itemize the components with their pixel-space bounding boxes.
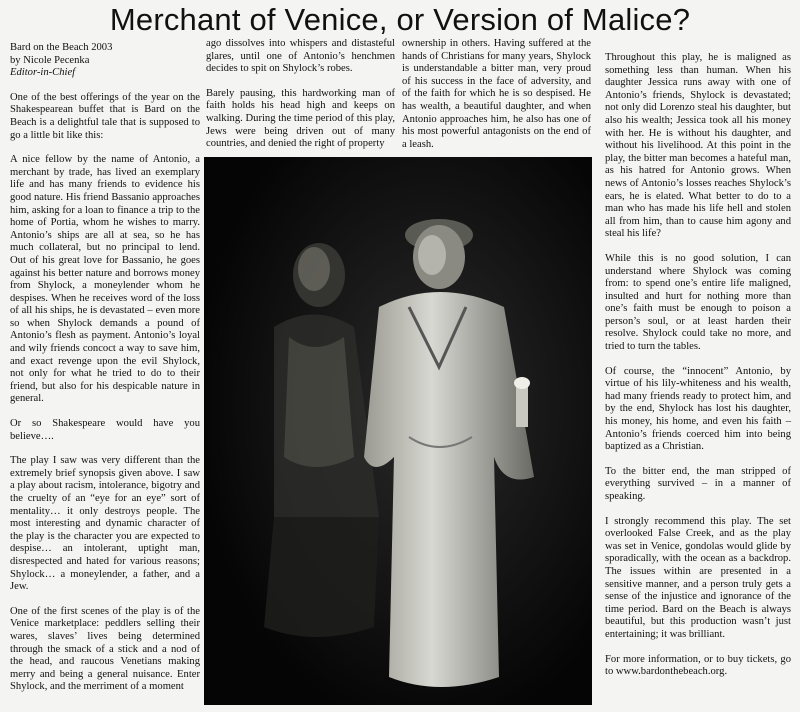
paragraph: I strongly recommend this play. The set overlooked False Creek, and as the play was set in Venice, gondolas would glide by sporadically, with the ocean as a backdrop. The issues within are presented in a sensitive manner, and a person truly gets a sense of the injustice and ignorance of the time period. Bard on the Beach is always beautiful, but this production wasn’t just entertaining; it was brilliant. <box>605 515 791 640</box>
paragraph: A nice fellow by the name of Antonio, a merchant by trade, has lived an exemplary life and has many friends to evidence his good nature. His friend Bassanio approaches him, asking for a loan to finance a trip to the home of Portia, whom he wishes to marry. Antonio’s ships are all at sea, so he has much collateral, but no principal to lend. Out of his great love for Bassanio, he goes against his better nature and borrows money from Shylock, a moneylender whom he despises. When he receives word of the loss of all his ships, he is devastated – even more so when Shylock demands a pound of Antonio’s flesh as payment. Antonio’s loyal and wily friends concoct a way to save him, and exact revenge upon the evil Shylock, not only for what he tried to do to their friend, but also for his despicable nature in general. <box>10 154 200 405</box>
paragraph: For more information, or to buy tickets, go to www.bardonthebeach.org. <box>605 653 791 678</box>
paragraph: The play I saw was very different than the extremely brief synopsis given above. I saw a play about racism, intolerance, bigotry and the cruelty of an “eye for an eye” sort of mentality… it only destroys people. The most interesting and dynamic character of the play is the character you are expected to despise… an intolerant, uptight man, disrespected and hated for various reasons; Shylock… a moneylender, a father, and a Jew. <box>10 455 200 593</box>
article-title: Merchant of Venice, or Version of Malice? <box>109 2 691 37</box>
column-4 <box>605 52 791 691</box>
byline-role: Editor-in-Chief <box>10 67 76 79</box>
paragraph: Of course, the “innocent” Antonio, by virtue of his lily-whiteness and his wealth, had many friends ready to protect him, and by the end, Shylock has lost his daughter, his money, his home, and even his faith – Antonio’s friends coerced him into being baptized as a Christian. <box>605 365 791 453</box>
paragraph: Throughout this play, he is maligned as something less than human. When his daughter Jessica runs away with one of Antonio’s friends, Shylock is devastated; not only did Lorenzo steal his daughter, but also his wealth; Jessica took all his money with her. He is without his daughter, and without his livelihood. At this point in the play, the bitter man becomes a hateful man, as his hatred for Antonio grows. When news of Antonio’s losses reaches Shylock’s ears, he is elated. What better to do to a man who has made his life hell and stolen all from him, than to cause him agony and steal his life? <box>605 52 791 240</box>
paragraph: One of the first scenes of the play is of the Venice marketplace: peddlers selling their wares, slaves’ lives being determined through the smack of a stick and a nod of the head, and raucous Venetians making merry and being a general nuisance. Enter Shylock, and the merriment of a moment <box>10 605 200 693</box>
paragraph: ownership in others. Having suffered at the hands of Christians for many years, Shylock is understandable a bitter man, very proud of his success in the face of adversity, and of the faith for which he is so despised. He has wealth, a beautiful daughter, and when Antonio approaches him, he also has one of his most powerful antagonists on the end of a leash. <box>402 38 591 150</box>
paragraph: ago dissolves into whispers and distasteful glares, until one of Antonio’s henchmen decides to spit on Shylock’s robes. <box>206 38 395 75</box>
byline-author: by Nicole Pecenka <box>10 54 90 66</box>
paragraph: To the bitter end, the man stripped of everything survived – in a manner of speaking. <box>605 465 791 502</box>
column-2 <box>206 38 395 163</box>
column-3 <box>402 38 591 163</box>
column-1 <box>10 42 200 706</box>
byline <box>10 42 200 80</box>
paragraph: One of the best offerings of the year on the Shakespearean buffet that is Bard on the Beach is a delightful tale that is supposed to go a little bit like this: <box>10 91 200 141</box>
paragraph: Or so Shakespeare would have you believe…. <box>10 418 200 442</box>
paragraph: Barely pausing, this hardworking man of faith holds his head high and keeps on walking. During the time period of this play, Jews were being driven out of many countries, and denied the right of property <box>206 87 395 150</box>
production-photo <box>204 157 592 705</box>
byline-event: Bard on the Beach 2003 <box>10 42 113 53</box>
stage-actors-illustration <box>204 157 592 705</box>
paragraph: While this is no good solution, I can understand where Shylock was coming from: to spend one’s entire life maligned, insulted and hurt for nothing more than one’s faith must be enough to poison a person’s soul, or at least harden their resolve. Shylock could take no more, and tried to turn the tables. <box>605 252 791 353</box>
